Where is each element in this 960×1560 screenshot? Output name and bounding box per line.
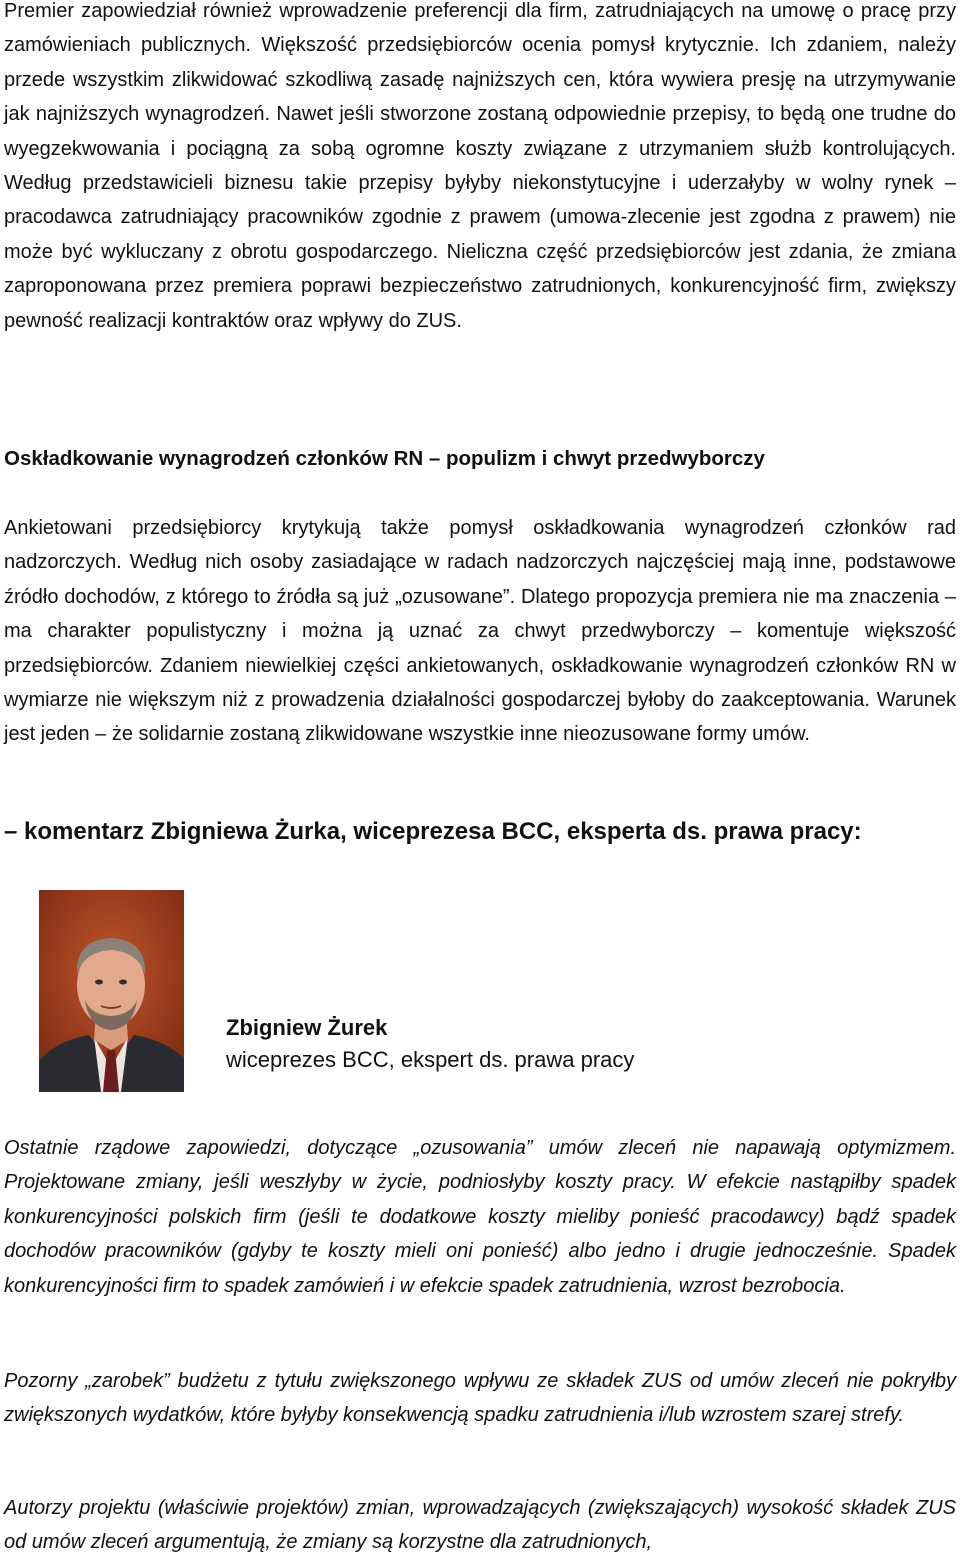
author-caption — [226, 1012, 926, 1076]
comment-paragraph-2: Pozorny „zarobek” budżetu z tytułu zwiększonego wpływu ze składek ZUS od umów zleceń nie pokryłby zwiększonych wydatków, które byłyby konsekwencją spadku zatrudnienia i/lub wzrostem szarej strefy. — [4, 1370, 956, 1427]
author-name: Zbigniew Żurek — [226, 1015, 388, 1040]
comment-paragraph-3: Autorzy projektu (właściwie projektów) zmian, wprowadzających (zwiększających) wysokość składek ZUS od umów zleceń argumentują, że zmiany są korzystne dla zatrudnionych, — [4, 1497, 956, 1554]
author-portrait-illustration — [39, 890, 184, 1092]
comment-paragraph-1: Ostatnie rządowe zapowiedzi, dotyczące „ozusowania” umów zleceń nie napawają optymizmem. Projektowane zmiany, jeśli weszłyby w życie, podniosłyby koszty pracy. W efekcie nastąpiłby spadek konkurencyjności polskich firm (jeśli te dodatkowe koszty mieliby ponieść pracodawcy) bądź spadek dochodów pracowników (gdyby te koszty mieli oni ponieść) albo jedno i drugie jednocześnie. Spadek konkurencyjności firm to spadek zamówień i w efekcie spadek zatrudnienia, wzrost bezrobocia. — [4, 1137, 956, 1297]
paragraph-oskladkowanie: Ankietowani przedsiębiorcy krytykują także pomysł oskładkowania wynagrodzeń członków rad nadzorczych. Według nich osoby zasiadające w radach nadzorczych najczęściej mają inne, podstawowe źródło dochodów, z którego to źródła są już „ozusowane”. Dlatego propozycja premiera nie ma znaczenia – ma charakter populistyczny i można ją uznać za chwyt przedwyborczy – komentuje większość przedsiębiorców. Zdaniem niewielkiej części ankietowanych, oskładkowanie wynagrodzeń członków RN w wymiarze nie większym niż z prowadzenia działalności gospodarczej byłoby do zaakceptowania. Warunek jest jeden – że solidarnie zostaną zlikwidowane wszystkie inne nieozusowane formy umów. — [4, 517, 956, 746]
paragraph-intro: Premier zapowiedział również wprowadzenie preferencji dla firm, zatrudniających na umowę o pracę przy zamówieniach publicznych. Większość przedsiębiorców ocenia pomysł krytycznie. Ich zdaniem, należy przede wszystkim zlikwidować szkodliwą zasadę najniższych cen, która wywiera presję na utrzymywanie jak najniższych wynagrodzeń. Nawet jeśli stworzone zostaną odpowiednie przepisy, to będą one trudne do wyegzekwowania i pociągną za sobą ogromne koszty związane z utrzymaniem służb kontrolujących. Według przedstawicieli biznesu takie przepisy byłyby niekonstytucyjne i uderzałyby w wolny rynek – pracodawca zatrudniający pracowników zgodnie z prawem (umowa-zlecenie jest zgodna z prawem) nie może być wykluczany z obrotu gospodarczego. Nieliczna część przedsiębiorców jest zdania, że zmiana zaproponowana przez premiera poprawi bezpieczeństwo zatrudnionych, konkurencyjność firm, zwiększy pewność realizacji kontraktów oraz wpływy do ZUS. — [4, 0, 956, 332]
author-role: wiceprezes BCC, ekspert ds. prawa pracy — [226, 1047, 635, 1072]
comment-heading: – komentarz Zbigniewa Żurka, wiceprezesa BCC, eksperta ds. prawa pracy: — [4, 818, 862, 845]
section-heading-oskladkowanie: Oskładkowanie wynagrodzeń członków RN – populizm i chwyt przedwyborczy — [4, 447, 765, 470]
author-photo — [39, 890, 184, 1092]
